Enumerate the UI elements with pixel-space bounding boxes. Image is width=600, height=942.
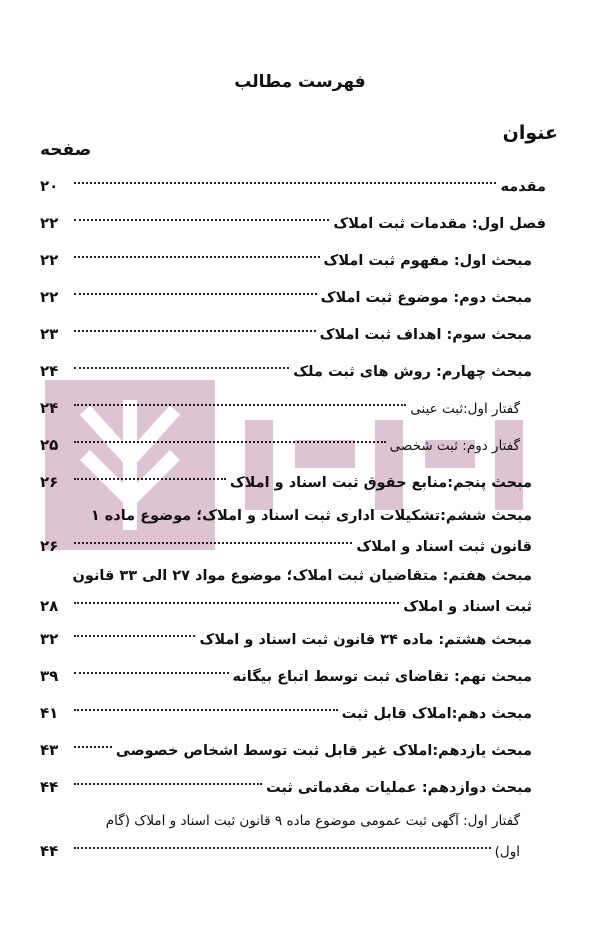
toc-entry[interactable] xyxy=(40,658,546,695)
toc-entry[interactable] xyxy=(40,316,546,353)
toc-entry-page: ۲۵ xyxy=(40,436,59,454)
toc-entry[interactable] xyxy=(40,732,546,769)
toc-entry-title: فصل اول: مقدمات ثبت املاک xyxy=(333,216,546,232)
toc-entry[interactable] xyxy=(40,501,546,561)
toc-entry-page: ۲۲ xyxy=(40,288,59,306)
dot-leader xyxy=(74,219,329,221)
toc-entry-title-continued: اول) xyxy=(494,844,520,860)
dot-leader xyxy=(74,330,316,332)
page-title: فهرست مطالب xyxy=(234,72,366,92)
toc-entry-page: ۲۲ xyxy=(40,214,59,232)
toc-entry[interactable] xyxy=(40,168,546,205)
dot-leader xyxy=(74,635,195,637)
toc-entry-page: ۲۳ xyxy=(40,325,59,343)
toc-entry-page: ۴۳ xyxy=(40,741,59,759)
toc-entry-page: ۲۶ xyxy=(40,473,59,491)
dot-leader xyxy=(74,404,406,406)
toc-entry-page: ۲۶ xyxy=(40,537,59,555)
toc-entry[interactable] xyxy=(40,621,546,658)
toc-entry-page: ۴۱ xyxy=(40,704,59,722)
toc-entry[interactable] xyxy=(40,561,546,621)
toc-entry[interactable] xyxy=(40,353,546,390)
dot-leader xyxy=(74,478,226,480)
toc-entry[interactable] xyxy=(40,279,546,316)
toc-entry-page: ۴۴ xyxy=(40,778,59,796)
column-header-page: صفحه xyxy=(40,140,92,160)
table-of-contents xyxy=(40,168,546,866)
toc-entry-title: مبحث اول: مفهوم ثبت املاک xyxy=(323,253,532,269)
dot-leader xyxy=(74,672,229,674)
toc-entry-page: ۳۲ xyxy=(40,630,59,648)
toc-entry-page: ۲۲ xyxy=(40,251,59,269)
dot-leader xyxy=(74,602,399,604)
toc-entry[interactable] xyxy=(40,769,546,806)
toc-entry[interactable] xyxy=(40,205,546,242)
dot-leader xyxy=(74,542,352,544)
toc-entry-title: مبحث ششم:تشکیلات اداری ثبت اسناد و املاک؛ موضوع ماده ۱ xyxy=(90,508,532,524)
toc-entry-title: مبحث چهارم: روش های ثبت ملک xyxy=(293,364,532,380)
toc-entry[interactable] xyxy=(40,695,546,732)
dot-leader xyxy=(74,182,496,184)
toc-entry-title: گفتار دوم: ثبت شخصی xyxy=(389,438,520,454)
dot-leader xyxy=(74,367,289,369)
toc-entry-title: مبحث هشتم: ماده ۳۴ قانون ثبت اسناد و املاک xyxy=(199,632,532,648)
dot-leader xyxy=(74,441,386,443)
toc-entry-page: ۳۹ xyxy=(40,667,59,685)
toc-entry-title: مبحث نهم: تقاضای ثبت توسط اتباع بیگانه xyxy=(232,669,532,685)
dot-leader xyxy=(74,709,338,711)
toc-entry[interactable] xyxy=(40,806,546,866)
toc-entry[interactable] xyxy=(40,464,546,501)
dot-leader xyxy=(74,847,491,849)
toc-entry-title: مبحث هفتم: متقاضیان ثبت املاک؛ موضوع مواد ۲۷ الی ۳۳ قانون xyxy=(72,568,532,584)
toc-entry[interactable] xyxy=(40,242,546,279)
toc-entry-title: مبحث دهم:املاک قابل ثبت xyxy=(341,706,532,722)
toc-entry-title: گفتار اول: آگهی ثبت عمومی موضوع ماده ۹ قانون ثبت اسناد و املاک (گام xyxy=(105,813,520,829)
dot-leader xyxy=(74,293,317,295)
toc-entry-page: ۲۴ xyxy=(40,399,59,417)
toc-entry-title: مبحث دوازدهم: عملیات مقدماتی ثبت xyxy=(266,780,532,796)
toc-entry-title: مبحث سوم: اهداف ثبت املاک xyxy=(319,327,532,343)
toc-entry-page: ۴۴ xyxy=(40,842,59,860)
toc-entry-page: ۲۰ xyxy=(40,177,59,195)
toc-entry-title-continued: قانون ثبت اسناد و املاک xyxy=(356,539,532,555)
toc-entry-title: مبحث پنجم:منابع حقوق ثبت اسناد و املاک xyxy=(229,475,532,491)
dot-leader xyxy=(74,256,320,258)
toc-entry-page: ۲۴ xyxy=(40,362,59,380)
toc-entry-title: مبحث دوم: موضوع ثبت املاک xyxy=(320,290,532,306)
dot-leader xyxy=(74,746,112,748)
toc-entry-title: گفتار اول:ثبت عینی xyxy=(410,401,520,417)
column-header-title: عنوان xyxy=(502,122,558,144)
toc-entry-page: ۲۸ xyxy=(40,597,59,615)
toc-entry-title-continued: ثبت اسناد و املاک xyxy=(403,599,532,615)
toc-entry[interactable] xyxy=(40,427,546,464)
toc-entry-title: مقدمه xyxy=(500,179,546,195)
dot-leader xyxy=(74,783,262,785)
toc-entry-title: مبحث یازدهم:املاک غیر قابل ثبت توسط اشخاص خصوصی xyxy=(115,743,532,759)
toc-entry[interactable] xyxy=(40,390,546,427)
